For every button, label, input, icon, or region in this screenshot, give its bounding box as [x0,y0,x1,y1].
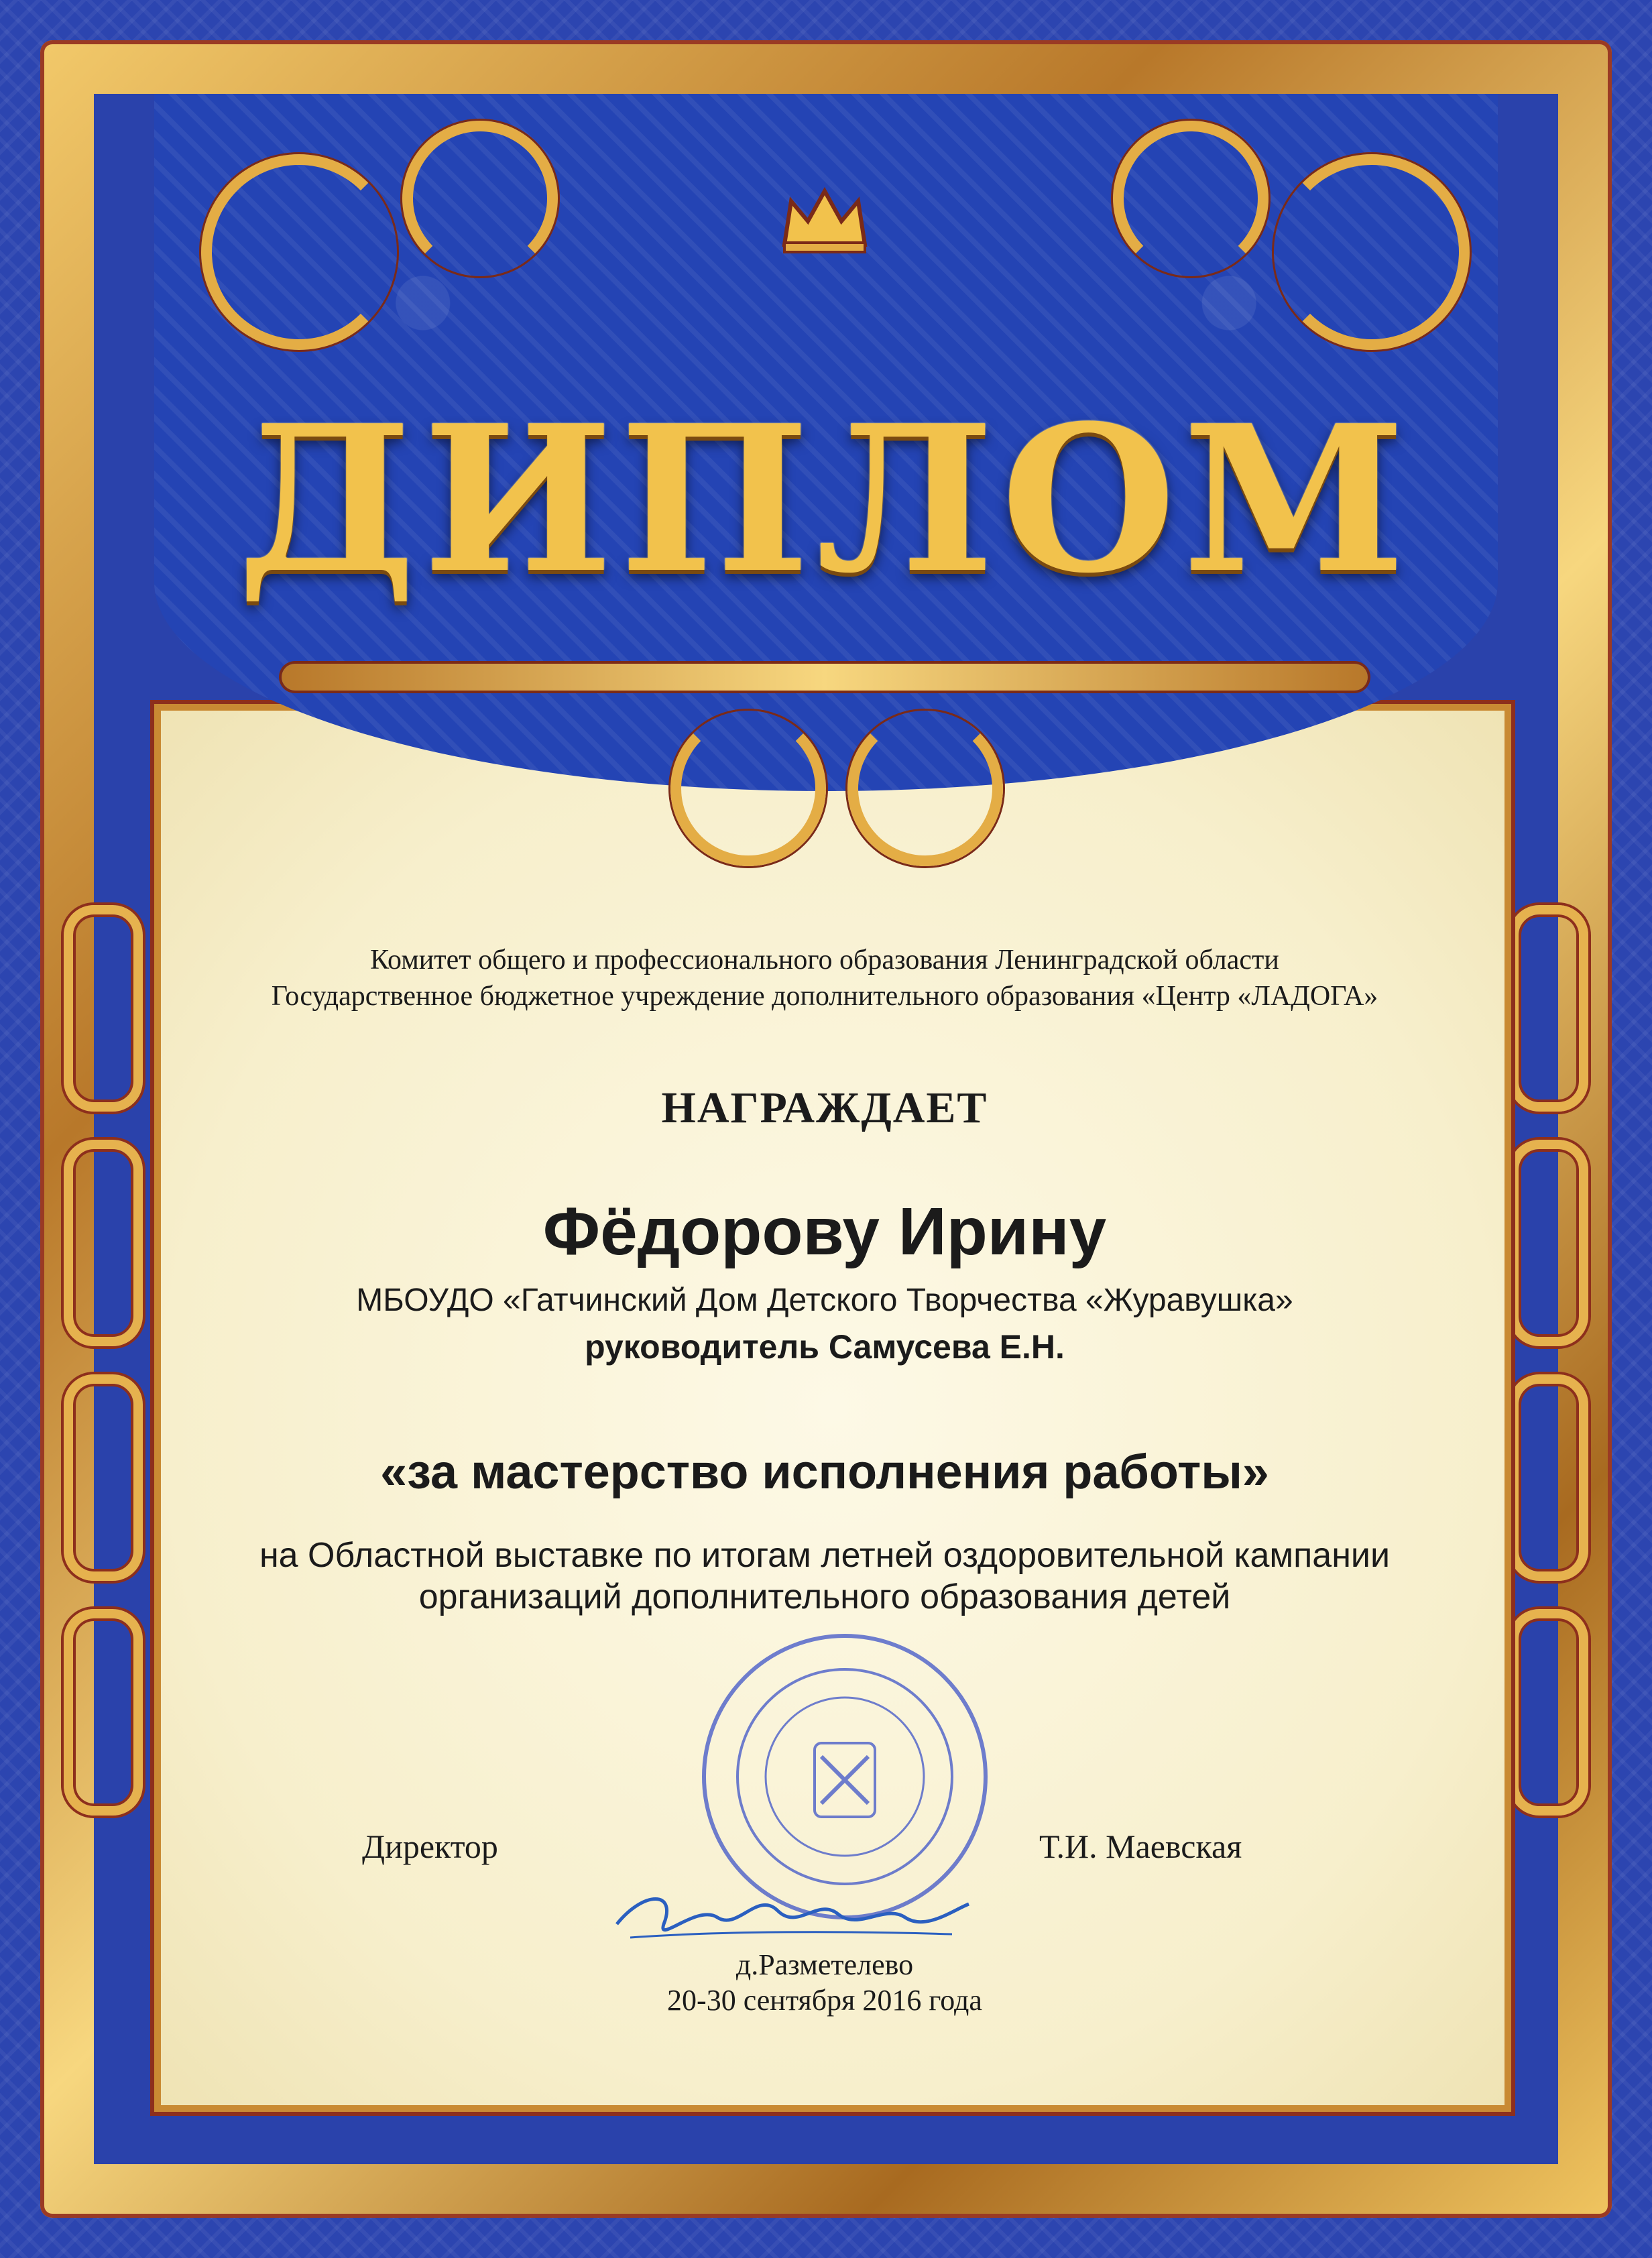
scroll-ornament [1274,154,1470,350]
leader-name: руководитель Самусева Е.Н. [585,1328,1065,1366]
chain-ornament-left [64,1609,143,1816]
chain-ornament-right [1509,1609,1588,1816]
awards-label: НАГРАЖДАЕТ [661,1083,988,1132]
event-line-2: организаций дополнительного образования детей [418,1578,1231,1616]
chain-ornament-right [1509,905,1588,1112]
scroll-ornament [402,121,558,276]
diploma-title: ДИПЛОМ [237,381,1413,617]
chain-ornament-right [1509,1140,1588,1346]
issuer-line-1: Комитет общего и профессионального образования Ленинградской области [370,945,1279,975]
title-ribbon [282,664,1368,691]
scroll-ornament [847,711,1003,866]
chain-ornament-right [1509,1374,1588,1581]
recipient-organization: МБОУДО «Гатчинский Дом Детского Творчества «Журавушка» [356,1283,1293,1318]
chain-ornament-left [64,1140,143,1346]
crown-icon [778,181,872,255]
scroll-ornament [1113,121,1268,276]
recipient-name: Фёдорову Ирину [542,1194,1107,1269]
director-name: Т.И. Маевская [1039,1828,1242,1865]
scroll-ornament [201,154,397,350]
event-line-1: на Областной выставке по итогам летней оздоровительной кампании [259,1536,1391,1575]
nomination: «за мастерство исполнения работы» [380,1445,1269,1499]
director-signature [603,1864,979,1958]
chain-ornament-left [64,905,143,1112]
director-label: Директор [362,1828,498,1865]
place: д.Разметелево [735,1948,914,1981]
date: 20-30 сентября 2016 года [667,1984,982,2017]
chain-ornament-left [64,1374,143,1581]
scroll-ornament [670,711,826,866]
issuer-line-2: Государственное бюджетное учреждение дополнительного образования «Центр «ЛАДОГА» [271,981,1378,1012]
